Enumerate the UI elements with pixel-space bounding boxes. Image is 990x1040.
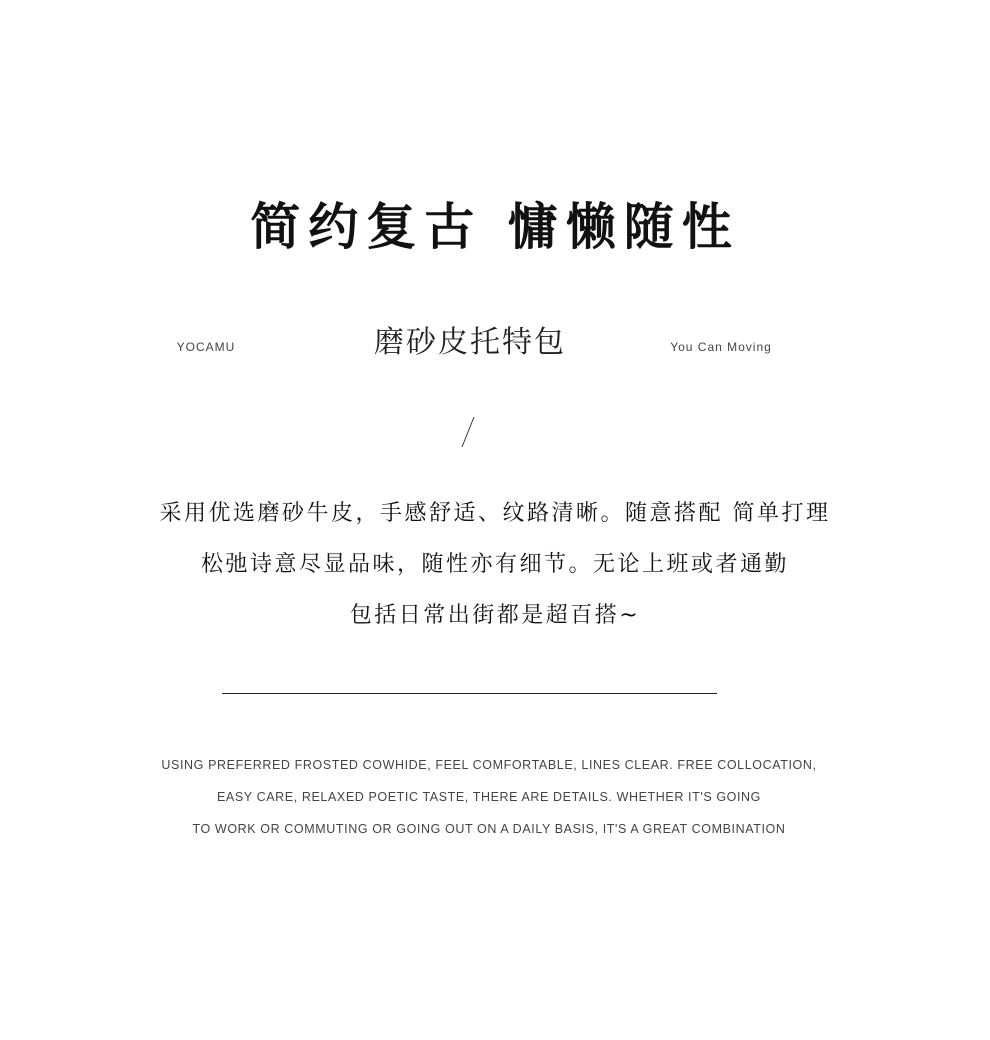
english-description bbox=[0, 749, 978, 845]
headline: 简约复古 慵懒随性 bbox=[250, 197, 740, 256]
chinese-description bbox=[0, 488, 990, 641]
chinese-description-line-1: 采用优选磨砂牛皮，手感舒适、纹路清晰。随意搭配 简单打理 bbox=[159, 501, 831, 526]
horizontal-divider bbox=[222, 693, 717, 694]
brand-name-left: YOCAMU bbox=[176, 340, 236, 354]
slash-divider-icon bbox=[461, 416, 475, 448]
chinese-description-line-3: 包括日常出街都是超百搭~ bbox=[349, 603, 641, 628]
english-description-line-3: TO WORK OR COMMUTING OR GOING OUT ON A DAILY BASIS, IT'S A GREAT COMBINATION bbox=[192, 822, 786, 836]
product-title: 磨砂皮托特包 bbox=[374, 325, 566, 360]
english-description-line-2: EASY CARE, RELAXED POETIC TASTE, THERE ARE DETAILS. WHETHER IT'S GOING bbox=[216, 790, 762, 804]
english-description-line-1: USING PREFERRED FROSTED COWHIDE, FEEL COMFORTABLE, LINES CLEAR. FREE COLLOCATION, bbox=[161, 758, 817, 772]
brand-slogan-right: You Can Moving bbox=[670, 340, 772, 354]
chinese-description-line-2: 松弛诗意尽显品味，随性亦有细节。无论上班或者通勤 bbox=[200, 552, 789, 577]
